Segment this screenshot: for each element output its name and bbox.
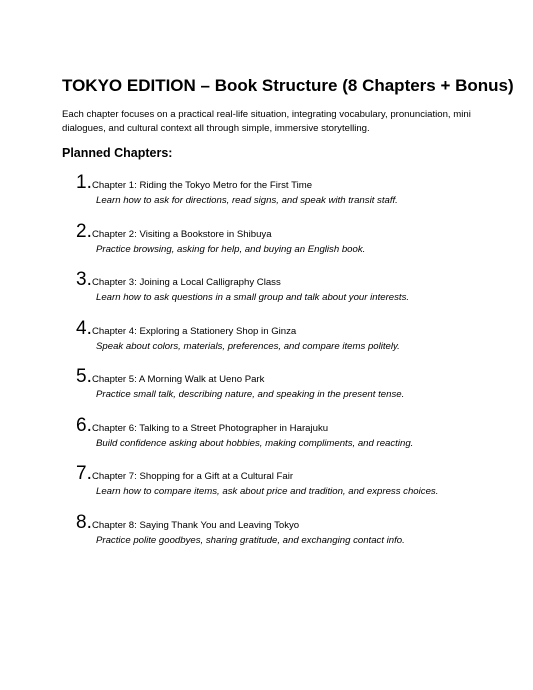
page-title: TOKYO EDITION – Book Structure (8 Chapters + Bonus) bbox=[62, 76, 514, 95]
chapter-number: 4. bbox=[76, 317, 92, 339]
chapter-item bbox=[76, 269, 496, 318]
chapter-description: Learn how to ask for directions, read signs, and speak with transit staff. bbox=[96, 195, 398, 206]
chapter-description: Practice polite goodbyes, sharing gratitude, and exchanging contact info. bbox=[96, 534, 405, 546]
section-heading: Planned Chapters: bbox=[62, 146, 173, 160]
chapter-number: 7. bbox=[76, 463, 92, 484]
chapter-number: 3. bbox=[76, 269, 92, 290]
chapter-title: Chapter 6: Talking to a Street Photographer in Harajuku bbox=[92, 422, 329, 434]
chapter-number: 1. bbox=[76, 172, 92, 193]
chapter-description: Speak about colors, materials, preferences, and compare items politely. bbox=[96, 340, 400, 352]
chapter-title: Chapter 2: Visiting a Bookstore in Shibuya bbox=[92, 228, 272, 240]
chapter-description: Practice small talk, describing nature, and speaking in the present tense. bbox=[96, 389, 405, 400]
chapter-number: 2. bbox=[76, 220, 92, 242]
chapter-number: 6. bbox=[76, 414, 92, 436]
chapter-title: Chapter 5: A Morning Walk at Ueno Park bbox=[92, 374, 265, 385]
chapter-description: Build confidence asking about hobbies, making compliments, and reacting. bbox=[96, 437, 414, 449]
chapter-item bbox=[76, 221, 496, 270]
chapter-item bbox=[76, 415, 496, 464]
chapter-item bbox=[76, 512, 496, 561]
chapter-item bbox=[76, 318, 496, 367]
chapter-number: 8. bbox=[76, 511, 92, 533]
chapter-title: Chapter 4: Exploring a Stationery Shop in Ginza bbox=[92, 325, 297, 337]
chapter-list bbox=[76, 172, 496, 560]
chapter-item bbox=[76, 172, 496, 221]
chapter-number: 5. bbox=[76, 366, 92, 387]
chapter-title: Chapter 1: Riding the Tokyo Metro for the First Time bbox=[92, 180, 313, 191]
chapter-description: Practice browsing, asking for help, and buying an English book. bbox=[96, 243, 366, 255]
chapter-description: Learn how to ask questions in a small group and talk about your interests. bbox=[96, 292, 410, 303]
chapter-title: Chapter 7: Shopping for a Gift at a Cultural Fair bbox=[92, 471, 294, 482]
chapter-description: Learn how to compare items, ask about price and tradition, and express choices. bbox=[96, 486, 439, 497]
chapter-title: Chapter 3: Joining a Local Calligraphy Class bbox=[92, 277, 281, 288]
chapter-title: Chapter 8: Saying Thank You and Leaving Tokyo bbox=[92, 519, 300, 531]
chapter-item bbox=[76, 366, 496, 415]
intro-paragraph: Each chapter focuses on a practical real-life situation, integrating vocabulary, pronunciation, mini dialogues, and cultural context all through simple, immersive storytelling. bbox=[62, 109, 471, 134]
chapter-item bbox=[76, 463, 496, 512]
